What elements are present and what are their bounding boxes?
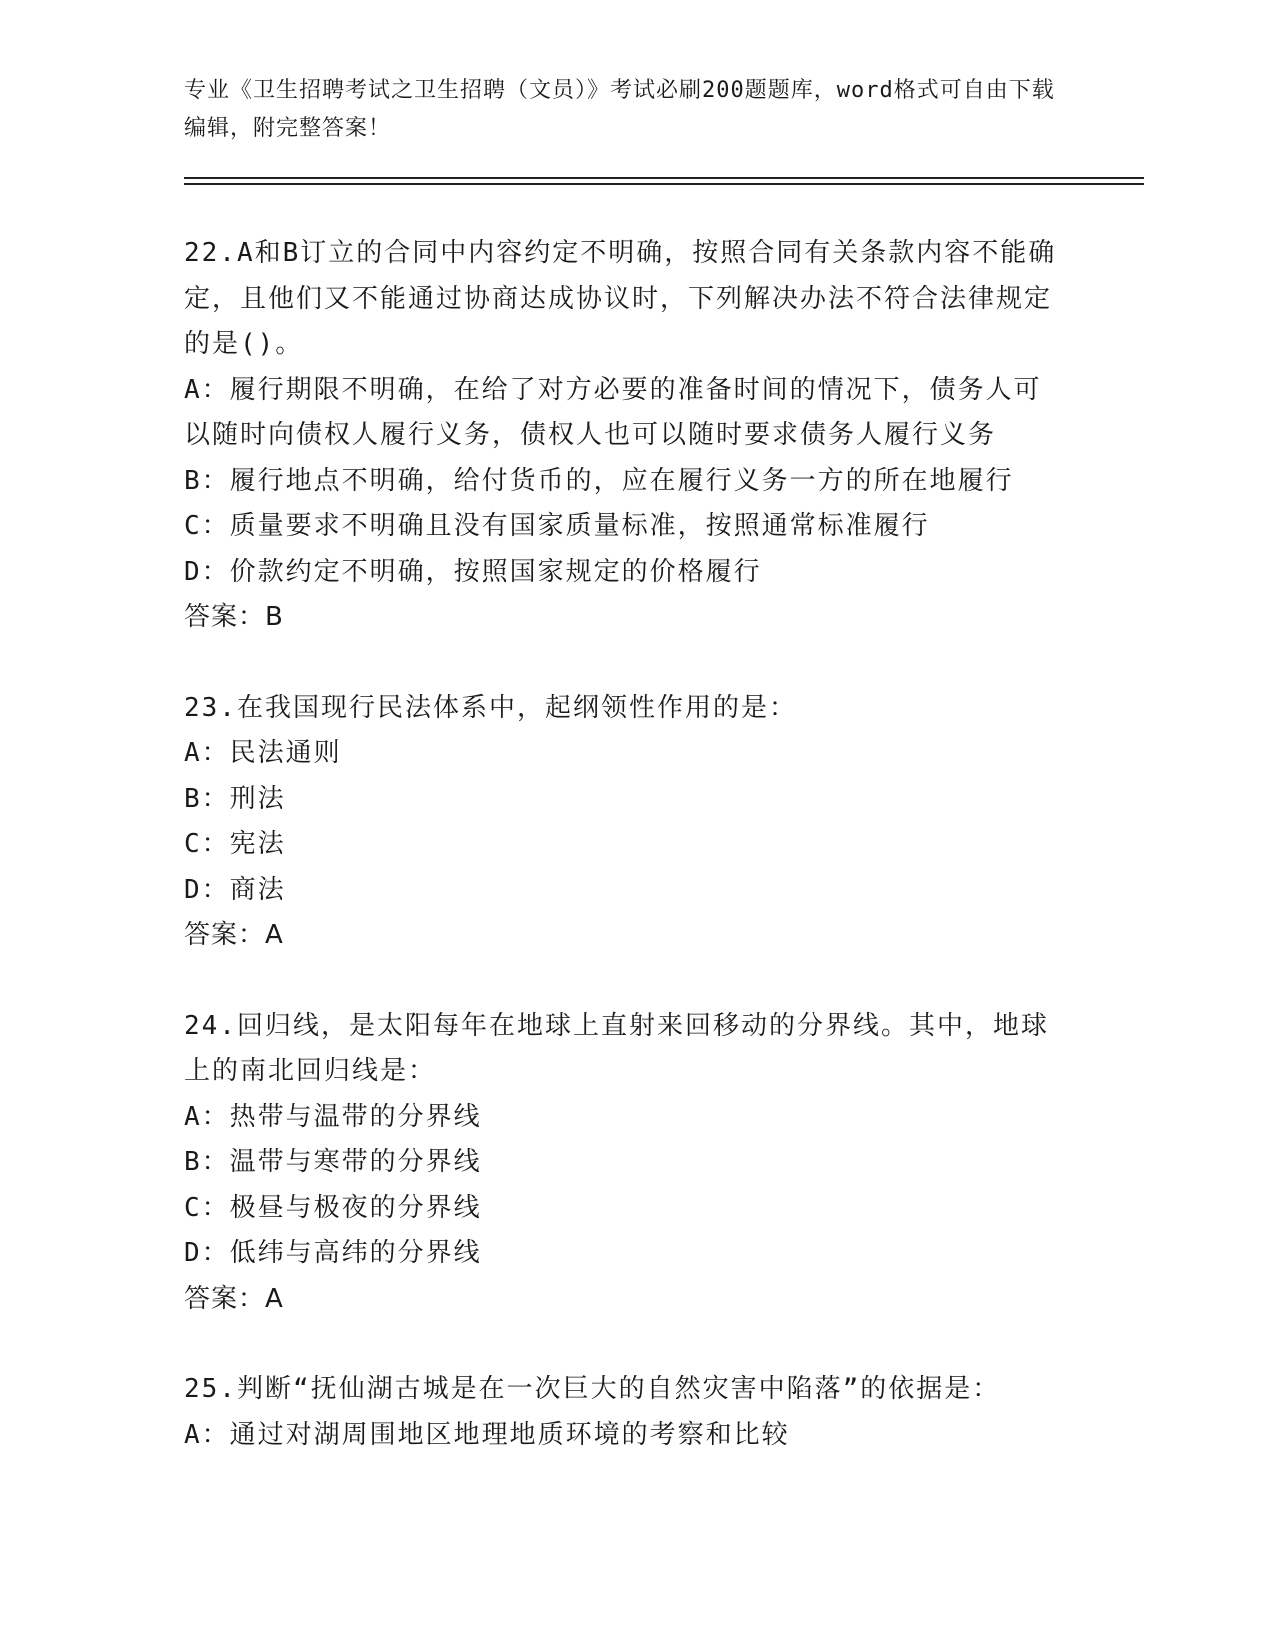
- option-d: D：商法: [184, 874, 286, 905]
- option-d: D：价款约定不明确，按照国家规定的价格履行: [184, 556, 762, 587]
- document-header: [184, 72, 1064, 148]
- header-text: 专业《卫生招聘考试之卫生招聘（文员）》考试必刷200题题库，word格式可自由下载编辑，附完整答案！: [184, 78, 1055, 141]
- answer-label: 答案：B: [184, 602, 284, 632]
- question-list: [184, 231, 1064, 1458]
- question-25: [184, 1367, 1064, 1458]
- header-rule-bottom: [184, 183, 1144, 185]
- option-a: A：履行期限不明确，在给了对方必要的准备时间的情况下，债务人可以随时向债权人履行义务，债权人也可以随时要求债务人履行义务: [184, 374, 1042, 450]
- option-b: B：履行地点不明确，给付货币的，应在履行义务一方的所在地履行: [184, 465, 1014, 496]
- header-rule-top: [184, 177, 1144, 179]
- option-b: B：温带与寒带的分界线: [184, 1147, 482, 1177]
- question-22: [184, 231, 1064, 641]
- option-d: D：低纬与高纬的分界线: [184, 1238, 482, 1268]
- question-stem: 23.在我国现行民法体系中，起纲领性作用的是：: [184, 692, 797, 723]
- option-a: A：通过对湖周围地区地理地质环境的考察和比较: [184, 1419, 790, 1450]
- question-24: [184, 1004, 1064, 1323]
- option-a: A：民法通则: [184, 738, 342, 768]
- question-23: [184, 686, 1064, 959]
- option-c: C：宪法: [184, 829, 286, 859]
- question-stem: 24.回归线，是太阳每年在地球上直射来回移动的分界线。其中，地球上的南北回归线是：: [184, 1010, 1049, 1086]
- option-c: C：质量要求不明确且没有国家质量标准，按照通常标准履行: [184, 511, 930, 541]
- question-stem: 22.A和B订立的合同中内容约定不明确，按照合同有关条款内容不能确定，且他们又不能通过协商达成协议时，下列解决办法不符合法律规定的是()。: [184, 238, 1057, 359]
- option-b: B：刑法: [184, 783, 286, 814]
- option-c: C：极昼与极夜的分界线: [184, 1192, 482, 1223]
- answer-label: 答案：A: [184, 920, 284, 950]
- option-a: A：热带与温带的分界线: [184, 1101, 482, 1132]
- answer-label: 答案：A: [184, 1283, 284, 1314]
- question-stem: 25.判断“抚仙湖古城是在一次巨大的自然灾害中陷落”的依据是：: [184, 1374, 1001, 1404]
